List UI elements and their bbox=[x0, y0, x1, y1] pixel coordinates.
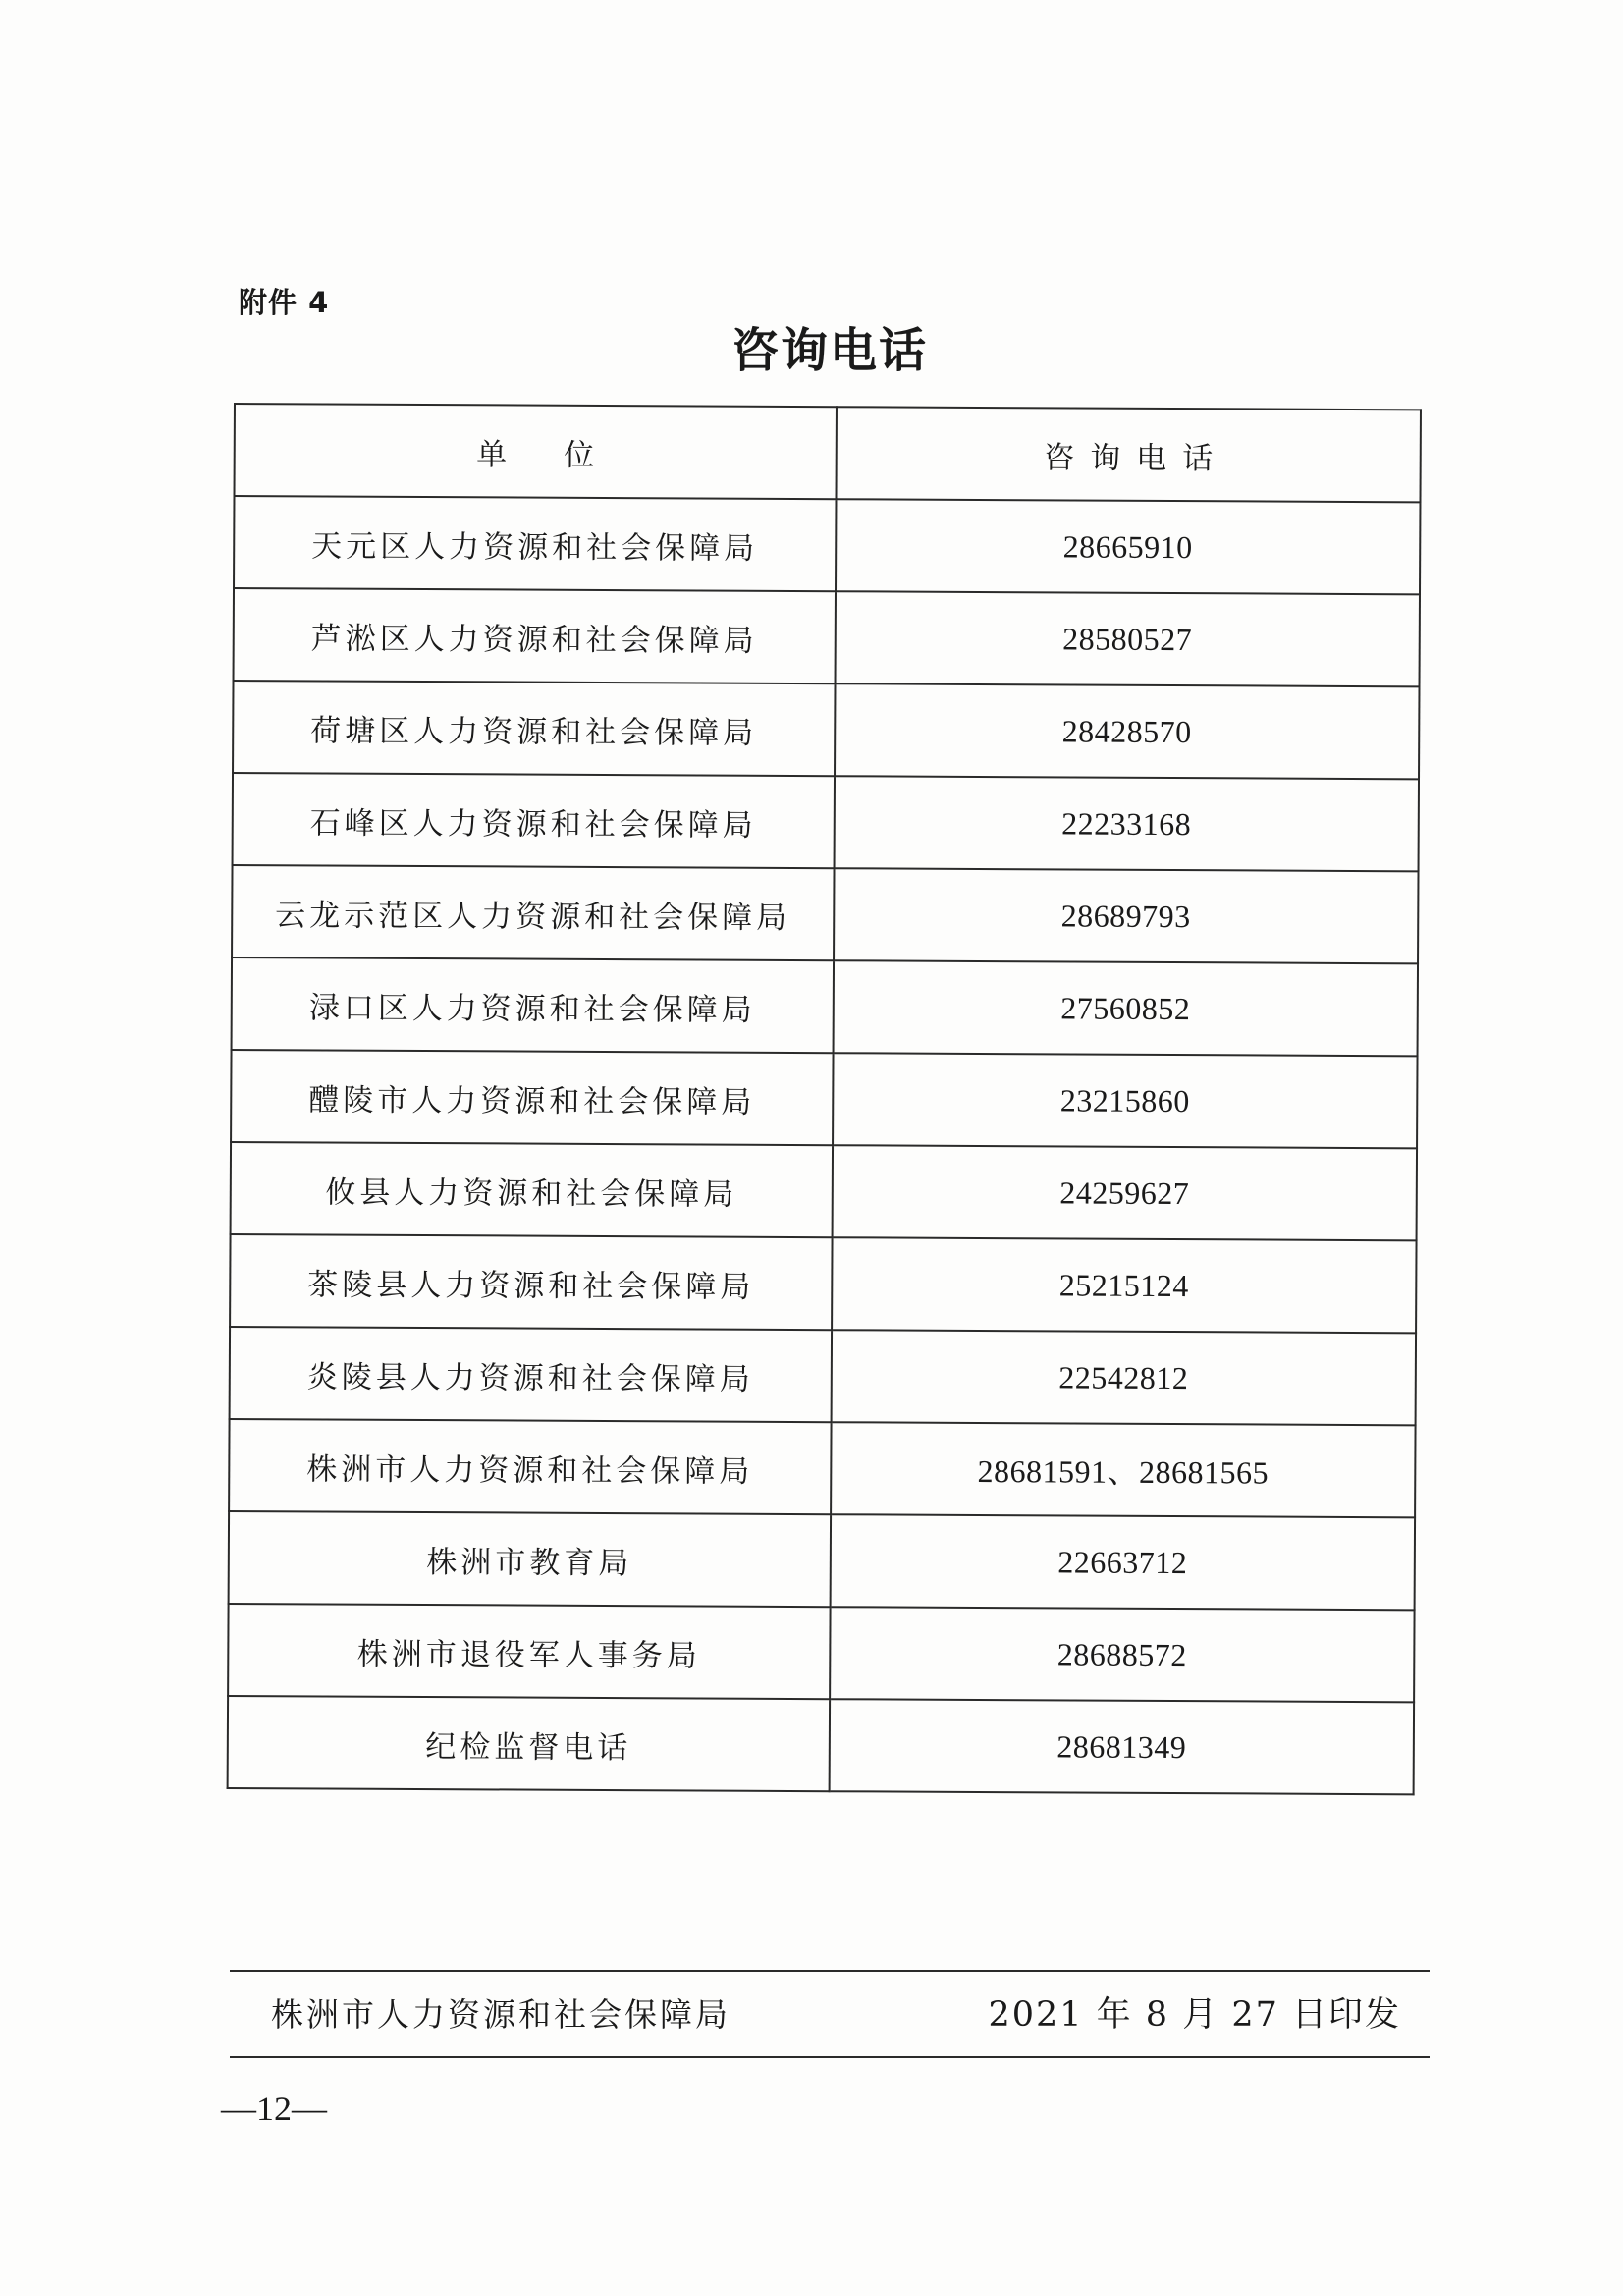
table-row bbox=[234, 588, 1420, 686]
phone-number: 28580527 bbox=[835, 591, 1420, 686]
attachment-label: 附件 4 bbox=[239, 286, 330, 319]
table-row bbox=[228, 1696, 1414, 1794]
phone-number: 25215124 bbox=[832, 1237, 1417, 1333]
unit-name: 株洲市退役军人事务局 bbox=[228, 1604, 830, 1699]
phone-number: 27560852 bbox=[833, 960, 1418, 1056]
document-title: 咨询电话 bbox=[730, 323, 928, 378]
table-header-row bbox=[235, 404, 1421, 502]
unit-name: 茶陵县人力资源和社会保障局 bbox=[230, 1234, 832, 1330]
phone-number: 22542812 bbox=[832, 1330, 1417, 1425]
phone-number: 28681349 bbox=[830, 1699, 1415, 1794]
table-row bbox=[230, 1234, 1416, 1333]
unit-name: 株洲市人力资源和社会保障局 bbox=[229, 1419, 831, 1514]
phone-number: 28689793 bbox=[834, 868, 1419, 963]
issuer: 株洲市人力资源和社会保障局 bbox=[271, 1995, 730, 2034]
table-row bbox=[232, 957, 1418, 1056]
footer-rule-top bbox=[230, 1970, 1430, 1972]
table-row bbox=[234, 496, 1420, 594]
unit-name: 芦淞区人力资源和社会保障局 bbox=[234, 588, 836, 683]
phone-number: 24259627 bbox=[833, 1145, 1418, 1240]
unit-name: 荷塘区人力资源和社会保障局 bbox=[233, 681, 835, 776]
table-row bbox=[229, 1511, 1415, 1610]
table-row bbox=[229, 1419, 1415, 1517]
unit-name: 醴陵市人力资源和社会保障局 bbox=[231, 1050, 833, 1145]
issue-date: 2021 年 8 月 27 日印发 bbox=[988, 1995, 1401, 2035]
table-row bbox=[232, 865, 1418, 963]
unit-name: 石峰区人力资源和社会保障局 bbox=[233, 773, 835, 868]
phone-number: 23215860 bbox=[833, 1053, 1418, 1148]
header-unit: 单位 bbox=[235, 404, 837, 499]
unit-name: 渌口区人力资源和社会保障局 bbox=[232, 957, 834, 1053]
phone-number: 28681591、28681565 bbox=[831, 1422, 1416, 1517]
page-number: —12— bbox=[221, 2089, 327, 2128]
phone-number: 22233168 bbox=[834, 776, 1419, 871]
table-row bbox=[231, 1050, 1417, 1148]
phone-number: 28665910 bbox=[836, 499, 1421, 594]
unit-name: 云龙示范区人力资源和社会保障局 bbox=[232, 865, 834, 960]
contact-table bbox=[227, 403, 1422, 1795]
table-row bbox=[233, 681, 1419, 779]
unit-name: 纪检监督电话 bbox=[228, 1696, 830, 1791]
phone-number: 22663712 bbox=[831, 1514, 1416, 1610]
unit-name: 株洲市教育局 bbox=[229, 1511, 831, 1607]
table-row bbox=[230, 1327, 1416, 1425]
unit-name: 攸县人力资源和社会保障局 bbox=[231, 1142, 833, 1237]
unit-name: 炎陵县人力资源和社会保障局 bbox=[230, 1327, 832, 1422]
phone-number: 28428570 bbox=[835, 683, 1420, 779]
table-row bbox=[228, 1604, 1414, 1702]
unit-name: 天元区人力资源和社会保障局 bbox=[234, 496, 836, 591]
header-phone: 咨询电话 bbox=[836, 407, 1421, 502]
phone-number: 28688572 bbox=[830, 1607, 1415, 1702]
table-row bbox=[233, 773, 1419, 871]
table-row bbox=[231, 1142, 1417, 1240]
footer-rule-bottom bbox=[230, 2056, 1430, 2058]
